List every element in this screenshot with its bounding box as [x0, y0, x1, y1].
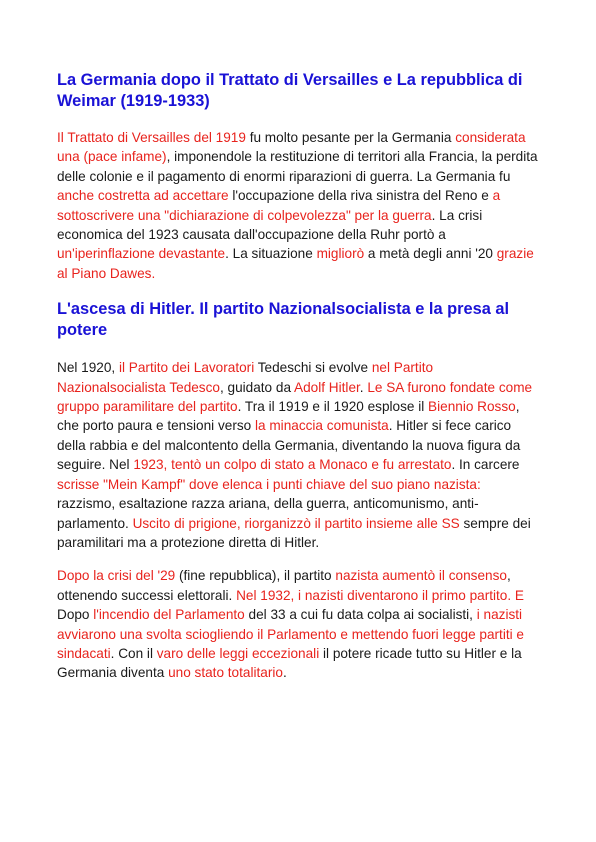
highlighted-text: Nel 1932, i nazisti diventarono il primo partito. E — [236, 587, 524, 603]
highlighted-text: uno stato totalitario — [168, 665, 283, 681]
highlighted-text: il Partito dei Lavoratori — [118, 360, 255, 376]
highlighted-text: nazista aumentò il consenso — [335, 568, 507, 584]
paragraph — [57, 358, 542, 552]
body-text: Nel 1920, — [57, 360, 119, 376]
body-text: , guidato da — [219, 379, 295, 395]
body-text: Dopo — [57, 607, 94, 623]
body-text: . Hitler si fece carico della rabbia e del malcontento della Germania, diventando la nuova figura da seguire. Nel — [57, 418, 521, 473]
paragraph — [57, 566, 542, 682]
body-text: . La crisi economica del 1923 causata dall'occupazione della Ruhr portò a — [57, 207, 483, 243]
body-text: Tedeschi si evolve — [254, 360, 372, 376]
body-text: , che porto paura e tensioni verso — [57, 399, 520, 434]
highlighted-text: la minaccia comunista — [255, 418, 389, 434]
body-text: fu molto pesante per la Germania — [245, 130, 456, 145]
body-text: , ottenendo successi elettorali. — [57, 568, 511, 603]
highlighted-text: nel Partito Nazionalsocialista Tedesco — [57, 360, 434, 395]
body-text: . Tra il 1919 e il 1920 esplose il — [237, 399, 429, 415]
highlighted-text: Dopo la crisi del '29 — [57, 568, 176, 584]
highlighted-text: anche costretta ad accettare — [57, 188, 229, 204]
body-text: a metà degli anni '20 — [364, 246, 497, 262]
highlighted-text: a sottoscrivere una "dichiarazione di colpevolezza" per la guerra — [57, 188, 501, 223]
body-text: del 33 a cui fu data colpa ai socialisti, — [244, 607, 477, 623]
section-versailles — [57, 128, 542, 283]
body-text: sempre dei paramilitari ma a protezione diretta di Hitler. — [57, 515, 531, 550]
highlighted-text: considerata una (pace infame) — [57, 130, 526, 165]
highlighted-text: Uscito di prigione, riorganizzò il partito insieme alle SS — [132, 515, 460, 531]
body-text: l'occupazione della riva sinistra del Reno e — [228, 188, 493, 204]
highlighted-text: scrisse "Mein Kampf" dove elenca i punti chiave del suo piano nazista: — [57, 476, 481, 492]
highlighted-text: 1923, tentò un colpo di stato a Monaco e fu arrestato — [133, 457, 452, 473]
section-heading: L'ascesa di Hitler. Il partito Nazionalsocialista e la presa al potere — [57, 300, 510, 340]
body-text: , imponendole la restituzione di territori alla Francia, la perdita delle colonie e il pagamento di enormi riparazioni di guerra. La Germania fu — [57, 149, 538, 184]
highlighted-text: Il Trattato di Versailles del 1919 — [57, 130, 246, 145]
body-text: . In carcere — [451, 457, 520, 473]
highlighted-text: varo delle leggi eccezionali — [156, 645, 320, 661]
document-title: La Germania dopo il Trattato di Versailles e La repubblica di Weimar (1919-1933) — [57, 71, 523, 110]
body-text: il potere ricade tutto su Hitler e la Germania diventa — [57, 645, 522, 681]
section-hitler — [57, 299, 542, 683]
paragraph — [57, 128, 542, 283]
body-text: . La situazione — [225, 246, 317, 262]
highlighted-text: Biennio Rosso — [428, 399, 516, 415]
body-text: . Con il — [110, 645, 157, 661]
highlighted-text: un'iperinflazione devastante — [57, 246, 226, 262]
highlighted-text: Adolf Hitler — [294, 379, 360, 395]
highlighted-text: migliorò — [316, 246, 365, 262]
highlighted-text: l'incendio del Parlamento — [93, 607, 245, 623]
body-text: . — [282, 665, 287, 681]
body-text: (fine repubblica), il partito — [175, 568, 336, 584]
highlighted-text: Le SA furono fondate come gruppo paramilitare del partito — [57, 379, 533, 415]
body-text: razzismo, esaltazione razza ariana, della guerra, anticomunismo, anti-parlamento. — [57, 496, 479, 531]
highlighted-text: i nazisti avviarono una svolta sciogliendo il Parlamento e mettendo fuori legge partiti e sindacati — [57, 607, 524, 661]
body-text: . — [359, 379, 368, 395]
highlighted-text: grazie al Piano Dawes. — [57, 246, 534, 281]
